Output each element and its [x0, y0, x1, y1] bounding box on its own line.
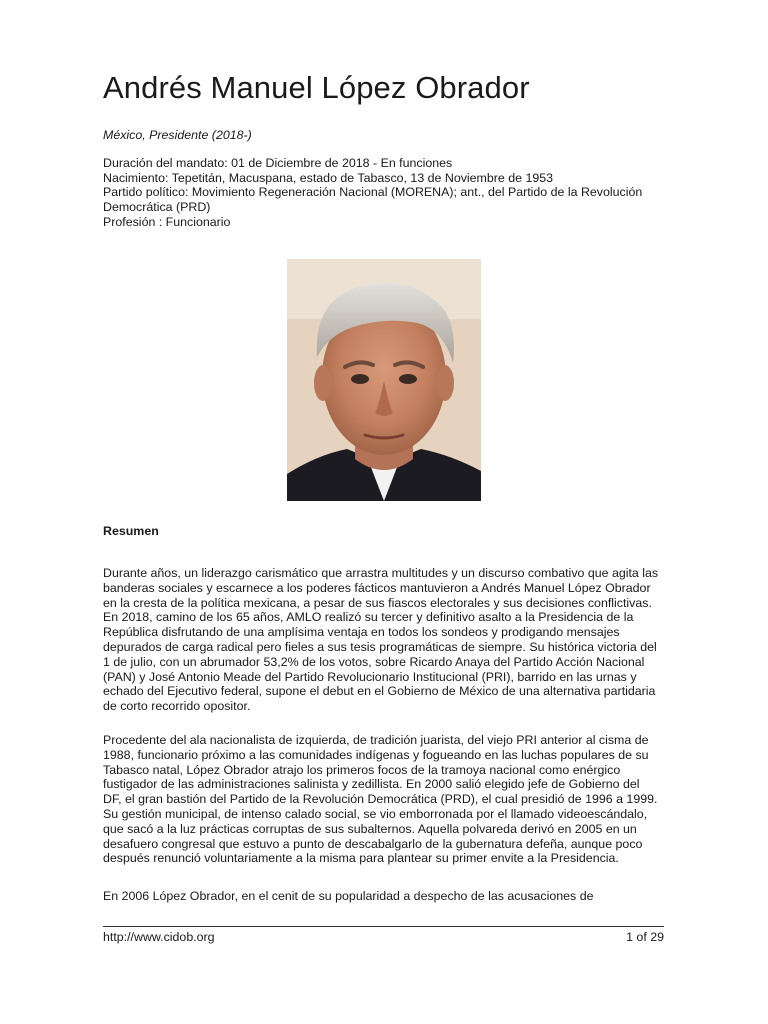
page-title: Andrés Manuel López Obrador [103, 70, 530, 105]
party-line: Partido político: Movimiento Regeneración Nacional (MORENA); ant., del Partido de la Revolución Democrática (PRD) [103, 185, 643, 215]
paragraph-2: Procedente del ala nacionalista de izquierda, de tradición juarista, del viejo PRI anterior al cisma de 1988, funcionario próximo a las comunidades indígenas y fogueando en las luchas populares de su Tabasco natal, López Obrador atrajo los primeros focos de la tramoya nacional como enérgico fustigador de las administraciones salinista y zedillista. En 2000 salió elegido jefe de Gobierno del DF, el gran bastión del Partido de la Revolución Democrática (PRD), el cual presidió de 1996 a 1999. Su gestión municipal, de intenso calado social, se vio emborronada por el llamado videoescándalo, que sacó a la luz prácticas corruptas de sus subalternos. Aquella polvareda derivó en 2005 en un desafuero congresal que estuvo a punto de descabalgarlo de la gubernatura defeña, aunque poco después renunció voluntariamente a la misma para plantear su primer envite a la Presidencia. [103, 733, 658, 866]
paragraph-1: Durante años, un liderazgo carismático que arrastra multitudes y un discurso combativo que agita las banderas sociales y escarnece a los poderes fácticos mantuvieron a Andrés Manuel López Obrador en la cresta de la política mexicana, a pesar de sus fiascos electorales y sus decisiones conflictivas. En 2018, camino de los 65 años, AMLO realizó su tercer y definitivo asalto a la Presidencia de la República disfrutando de una amplísima ventaja en todos los sondeos y prodigando mensajes depurados de carga radical pero fieles a sus tesis programáticas de siempre. Su histórica victoria del 1 de julio, con un abrumador 53,2% de los votos, sobre Ricardo Anaya del Partido Acción Nacional (PAN) y José Antonio Meade del Partido Revolucionario Institucional (PRI), barrido en las urnas y echado del Ejecutivo federal, supone el debut en el Gobierno de México de una alternativa partidaria de corto recorrido opositor. [103, 566, 659, 714]
birth-line: Nacimiento: Tepetitán, Macuspana, estado de Tabasco, 13 de Noviembre de 1953 [103, 170, 554, 185]
subtitle: México, Presidente (2018-) [103, 128, 252, 142]
footer-url[interactable]: http://www.cidob.org [103, 930, 215, 944]
mandate-line: Duración del mandato: 01 de Diciembre de 2018 - En funciones [103, 156, 453, 170]
footer-divider [103, 926, 664, 927]
section-heading-resumen: Resumen [103, 524, 159, 538]
metadata-block [103, 156, 663, 230]
page-number: 1 of 29 [626, 930, 664, 944]
portrait-photo [287, 259, 481, 501]
profession-line: Profesión : Funcionario [103, 214, 231, 229]
paragraph-3: En 2006 López Obrador, en el cenit de su popularidad a despecho de las acusaciones de [103, 889, 594, 903]
